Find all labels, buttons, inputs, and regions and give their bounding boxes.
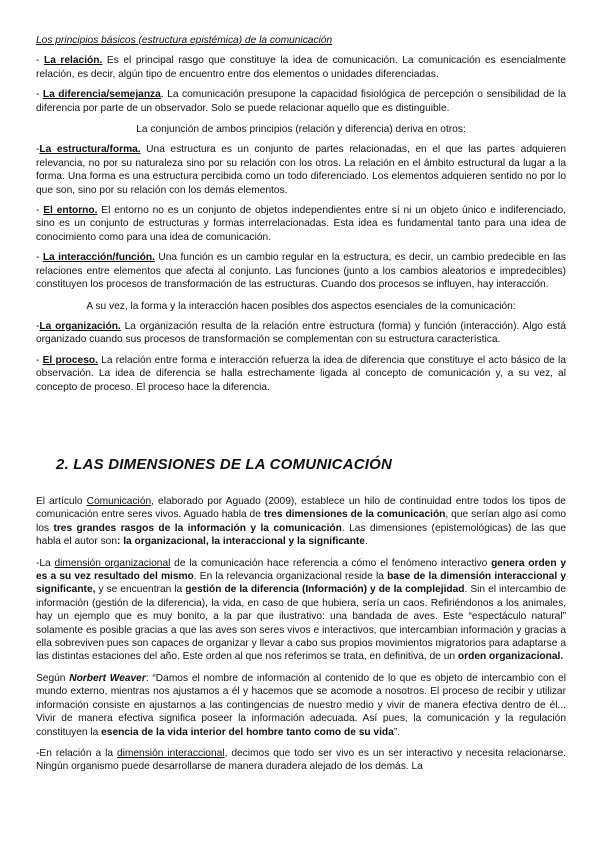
document-body bbox=[36, 34, 566, 394]
paragraph-interaccional: -En relación a la dimensión interaccional, decimos que todo ser vivo es un ser interactivo y necesita relacionarse. Ningún organismo puede desarrollarse de manera duradera alejado de los demás. La bbox=[36, 747, 566, 773]
term-proceso: El proceso. bbox=[42, 354, 98, 366]
term-organizacion: La organización. bbox=[39, 320, 121, 332]
section-subtitle: Los principios básicos (estructura epistémica) de la comunicación bbox=[36, 35, 333, 46]
derived-entorno: - El entorno. El entorno no es un conjunto de objetos independientes entre sí ni un objeto único e indiferenciado, sino es un conjunto de estructuras y formas interrelacionadas. Esta idea es fundamental tanto para una idea de conocimiento como para una idea de comunicación. bbox=[36, 205, 566, 243]
term-diferencia: La diferencia/semejanza bbox=[42, 89, 161, 101]
conjunction-line: La conjunción de ambos principios (relación y diferencia) deriva en otros: bbox=[136, 124, 466, 136]
aspect-proceso: - El proceso. La relación entre forma e interacción refuerza la idea de diferencia que constituye el acto básico de la observación. La idea de diferencia se halla estrechamente ligada al concepto de comunicación y, a su vez, al concepto de proceso. El proceso hace la diferencia. bbox=[36, 354, 566, 393]
term-entorno: El entorno. bbox=[43, 205, 98, 217]
paragraph-organizacional: -La dimensión organizacional de la comunicación hace referencia a cómo el fenómeno interactivo genera orden y es a su vez resultado del mismo. En la relevancia organizacional reside la base de la dimensión interaccional y significante, y se encuentran la gestión de la diferencia (Información) y de la complejidad. Sin el intercambio de información (gestión de la diferencia), la vida, en caso de que hubiera, sería un caos. Refiriéndonos a los animales, hay un ejemplo que es muy bonito, a la par que ilustrativo: una bandada de aves. Este “espectáculo natural” solamente es posible gracias a que las aves son seres vivos e interactivos, que intercambian información y gracias a ella sobreviven pues son capaces de organizar y llevar a cabo sus propios movimientos migratorios para adaptarse a las distintas estaciones del año. Este orden al que nos referimos se trata, en definitiva, de un orden organizacional. bbox=[36, 557, 567, 663]
term-relacion: La relación. bbox=[43, 55, 103, 67]
derived-estructura: -La estructura/forma. Una estructura es un conjunto de partes relacionadas, en el que las partes adquieren relevancia, no por su naturaleza sino por su relación con los otros. La relación en el ámbito estructural da lugar a la forma. Una forma es una estructura percibida como un todo diferenciado. Los elementos adquieren sentido no por lo que son, sino por su relación con los demás elementos. bbox=[36, 144, 567, 196]
principle-diferencia: - La diferencia/semejanza. La comunicación presupone la capacidad fisiológica de percepción o sensibilidad de la diferencia por parte de un observador. Solo se puede relacionar aquello que es distinguible. bbox=[36, 89, 566, 114]
paragraph-aguado: El artículo Comunicación, elaborado por Aguado (2009), establece un hilo de continuidad entre todos los tipos de comunicación entre seres vivos. Aguado habla de tres dimensiones de la comunicación, que serían algo así como los tres grandes rasgos de la información y la comunicación. Las dimensiones (epistemológicas) de las que habla el autor son: la organizacional, la interaccional y la significante. bbox=[36, 496, 566, 548]
paragraph-weaver: Según Norbert Weaver: “Damos el nombre de información al contenido de lo que es objeto de intercambio con el mundo externo, mientras nos ajustamos a él y hacemos que se acomode a nosotros. El proceso de recibir y utilizar información consiste en ajustarnos a las contingencias de nuestro medio y vivir de manera efectiva dentro de él... Vivir de manera efectiva significa poseer la información adecuada. Así pues, la comunicación y la regulación constituyen la esencia de la vida interior del hombre tanto como de su vida”. bbox=[36, 672, 566, 738]
section-2-body bbox=[36, 495, 566, 774]
link-dimension-interaccional[interactable]: dimensión interaccional bbox=[116, 747, 225, 759]
link-comunicacion[interactable]: Comunicación bbox=[86, 496, 152, 507]
term-estructura: La estructura/forma. bbox=[39, 144, 141, 156]
section-heading: 2. LAS DIMENSIONES DE LA COMUNICACIÓN bbox=[56, 456, 393, 473]
author-name: Norbert Weaver bbox=[69, 672, 146, 684]
term-interaccion: La interacción/función. bbox=[42, 252, 155, 264]
link-dimension-organizacional[interactable]: dimensión organizacional bbox=[54, 557, 171, 569]
aspects-line: A su vez, la forma y la interacción hacen posibles dos aspectos esenciales de la comunicación: bbox=[86, 300, 516, 312]
principle-relacion: - La relación. Es el principal rasgo que constituye la idea de comunicación. La comunicación es esencialmente relación, es decir, algún tipo de encuentro entre dos elementos o unidades diferenciadas. bbox=[36, 55, 567, 80]
aspect-organizacion: -La organización. La organización resulta de la relación entre estructura (forma) y función (interacción). Algo está organizado cuando sus procesos de transformación se complementan con su estructura característica. bbox=[36, 320, 566, 346]
derived-interaccion: - La interacción/función. Una función es un cambio regular en la estructura, es decir, un cambio predecible en las relaciones entre elementos que afecta al conjunto. Las funciones (junto a los cambios aleatorios e impredecibles) constituyen los procesos de transformación de las estructuras. Cuando dos procesos se influyen, hay interacción. bbox=[36, 252, 566, 291]
